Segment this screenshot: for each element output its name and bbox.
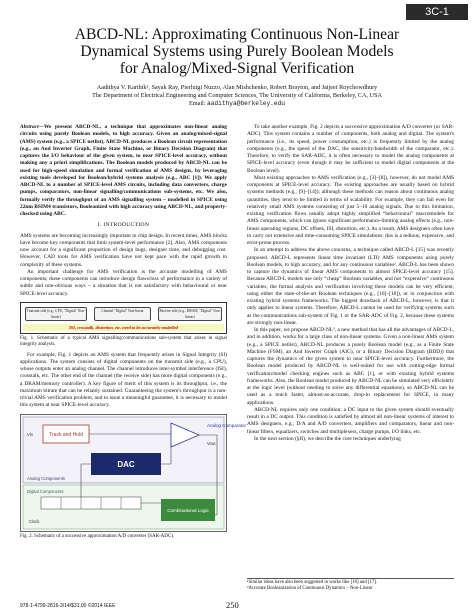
fig2-label: Vout xyxy=(207,440,216,446)
paragraph: In an attempt to address the above concerns, a technique called ABCD-L [15] was recently proposed. ABCD-L represents linear time invariant (LTI) AMS components using purely Boolean models, to high accuracy, and for any continuous variables². ABCD-L has been shown to capture the dynamics of linear AMS components to almost SPICE-level accuracy [15]. Because ABCD-L models use only “cheap” Boolean variables, and not “expensive” continuous variables, the formal analysis and verification involving these models can be very efficient, using either the state-of-the-art Boolean techniques (e.g., [16]–[18]), or in conjunction with existing hybrid systems frameworks. The biggest drawback of ABCD-L, however, is that it only applies to linear systems. Therefore, ABCD-L cannot be used for verifying systems such as the communications sub-system of Fig. 1 or the SAR-ADC of Fig. 2, because these systems are strongly non-linear. xyxy=(247,247,454,326)
figure-2 xyxy=(20,414,247,532)
author-block xyxy=(20,84,454,109)
fig2-label: Analog Comparator xyxy=(207,422,247,428)
title-line: ABCD-NL: Approximating Continuous Non-Linear xyxy=(74,26,400,43)
fig2-label: DAC xyxy=(117,459,135,469)
fig2-label: Analog Components xyxy=(27,475,65,481)
paragraph: In this paper, we propose ABCD-NL², a new method that has all the advantages of ABCD-L, and in addition, works for a large class of non-linear systems. Given a non-linear AMS system (e.g., a SPICE netlist), ABCD-NL produces a purely Boolean model (e.g., as a Finite State Machine (FSM), an And Inverter Graph (AIG), or a Binary Decision Diagram (BDD)) that captures the dynamics of the given system to near SPICE-level accuracy. Furthermore, the Boolean model produced by ABCD-NL is well-suited for use with cutting-edge formal verification/model checking engines such as ABC [1], or with existing hybrid systems frameworks. Also, the Boolean model produced by ABCD-NL can be simulated very efficiently at the logic level (without needing to solve any differential equations), so ABCD-NL can be used as a much faster, almost-as-accurate, drop-in replacement for SPICE, in many applications. xyxy=(247,327,454,406)
copyright-line: 978-1-4799-2816-3/14/$31.00 ©2014 IEEE xyxy=(20,603,116,609)
paragraph: For example, Fig. 1 depicts an AMS system that frequently arises in Signal Integrity (SI) applications. The system consists of digital components on the transmit side (e.g., a CPU), whose outputs enter an analog channel. The channel introduces inter-symbol interference (ISI), crosstalk, etc. The other end of the channel (the receive side) has more digital components (e.g., a DRAM/memory controller). A key figure of merit of this system is its throughput, i.e., the maximum bitrate that can be reliably sustained. Guaranteeing the system's throughput is a non-trivial AMS verification problem, and to issue a meaningful guarantee, it is necessary to model this system at near SPICE-level accuracy. xyxy=(20,351,227,409)
figure-1-caption: Fig. 1. Schematic of a typical AMS signalling/communications sub-system that arises in signal integrity analysis. xyxy=(20,335,227,348)
title-line: Dynamical Systems using Purely Boolean Models xyxy=(80,43,394,60)
paragraph: To take another example, Fig. 2 depicts a successive approximation A/D converter (or SAR-ADC). This system contains a number of components, both analog and digital. The system's performance (i.e., its speed, power consumption, etc.) is frequently limited by the analog components (e.g., the speed of the DAC, the sensitivity/bandwidth of the comparator, etc.). Therefore, to verify the SAR-ADC, it is often necessary to model the analog components at SPICE-level accuracy (even though it may be sufficient to model digital components at the Boolean level). xyxy=(247,124,454,174)
paragraph: In the next section (§II), we describe the core techniques underlying xyxy=(254,435,401,442)
email-label: Email: xyxy=(188,100,206,108)
fig1-receive-box: Receive side (e.g., DRAM, "Digital" Non-linear) xyxy=(159,308,221,319)
figure-1 xyxy=(20,302,227,334)
footnote: ²Accurate Booleanization of Continuous Dynamics – Non-Linear xyxy=(247,586,373,591)
email-line xyxy=(20,100,454,108)
footnote: ¹Similar ideas have also been suggested in works like [16] and [17]. xyxy=(247,580,378,585)
abstract-text: —We present ABCD-NL, a technique that approximates non-linear analog circuits using purely Boolean models, to high accuracy. Given an analog/mixed-signal (AMS) system (e.g., a SPICE netlist), ABCD-NL produces a Boolean circuit representation (e.g., an And Inverter Graph, Finite State Machine, or Binary Decision Diagram) that captures the I/O behaviour of the given system, to near SPICE-level accuracy, without making any a priori simplifications. The Boolean models produced by ABCD-NL can be used for high-speed simulation and formal verification of AMS designs, by leveraging existing tools developed for Boolean/hybrid systems analysis (e.g., ABC [1]). We apply ABCD-NL to a number of SPICE-level AMS circuits, including data converters, charge pumps, comparators, non-linear signalling/communications sub-systems, etc. We also, formally verify the throughput of an AMS signalling system – modelled in SPICE using 22nm BSIM4 transistors, Booleanized with high accuracy using ABCD-NL, and property-checked using ABC. xyxy=(20,124,227,217)
fig2-diagram xyxy=(21,415,247,531)
page-tag: 3C-1 xyxy=(406,4,468,20)
left-column xyxy=(20,124,247,543)
fig1-channel-box: Channel "Digital" Non-linear xyxy=(94,307,151,321)
abstract xyxy=(20,124,227,218)
email-address[interactable]: aadithya@berkeley.edu xyxy=(207,100,286,108)
fig2-label: Digital Components xyxy=(27,488,64,494)
section-heading: I. INTRODUCTION xyxy=(97,222,150,229)
fig2-label: Vin xyxy=(27,431,33,437)
fig2-label: Track and Hold xyxy=(49,431,83,438)
paper-title xyxy=(20,26,454,77)
right-column xyxy=(247,124,454,443)
fig2-label: Combinational Logic xyxy=(167,507,209,513)
fig2-register xyxy=(41,497,141,509)
fig1-transmit-box: Transmit side (e.g., CPU, "Digital" Non-linear) xyxy=(26,308,86,319)
title-line: for Analog/Mixed-Signal Verification xyxy=(119,60,355,77)
paragraph: An important challenge for AMS verification is the accurate modelling of AMS components; these components can introduce design flaws/loss of performance in a variety of subtle and non-obvious ways – a situation that is not satisfactory with behavioural or near SPICE-level accuracy. xyxy=(20,268,227,297)
abstract-label: Abstract xyxy=(20,124,39,130)
paragraph: ABCD-NL requires only one condition: a DC input to the given system should eventually result in a DC output. This condition is satisfied by almost all non-linear systems of interest to AMS designers, e.g., D/A and A/D converters, amplifiers and comparators, linear and non-linear filters, equalizers, switches and multiplexers, charge pumps, I/O links, etc. xyxy=(247,406,454,435)
page-number: 250 xyxy=(226,600,239,610)
fig1-warning-bar: ISI, crosstalk, distortion, etc. need to be accurately modelled xyxy=(23,324,224,331)
paragraph: AMS systems are becoming increasingly important in chip design. In recent times, AMS blocks have become key components that limit system-level performance [2]. Also, AMS components now account for a significant proportion of design bugs, designer time, and debugging cost. However, CAD tools for AMS verification have not kept pace with the rapid growth in complexity of these systems. xyxy=(20,232,227,268)
paragraph: Most existing approaches to AMS verification (e.g., [3]–[8]), however, do not model AMS components at SPICE-level accuracy. The existing approaches are usually based on hybrid systems methods (e.g., [9]–[14]); although these methods can reason about continuous analog quantities, they tend to be limited in terms of scalability. For example, they can fail even for relatively small AMS systems consisting of just 5–10 analog signals. Due to this limitation, existing verification flows usually adopt highly simplified “behavioural” macromodels for AMS components, which can ignore significant performance-limiting analog effects (e.g., non-linear operating regions, DC offsets, ISI, distortion, etc.). As a result, AMS designers often have to carry out extensive and time-consuming SPICE simulations; this is a tedious, expensive, and error-prone process. xyxy=(247,174,454,246)
affiliation: The Department of Electrical Engineering and Computer Sciences, The University of California, Berkeley, CA, USA xyxy=(92,92,382,100)
fig2-label: Clock xyxy=(29,518,40,524)
figure-2-caption: Fig. 2. Schematic of a successive approximation A/D converter (SAR-ADC). xyxy=(20,533,175,539)
footnotes xyxy=(247,578,454,592)
author-list: Aadithya V. Karthik¹, Sayak Ray, Pierluigi Nuzzo, Alan Mishchenko, Robert Brayton, and Jaijeet Roychowdhury xyxy=(96,84,378,91)
